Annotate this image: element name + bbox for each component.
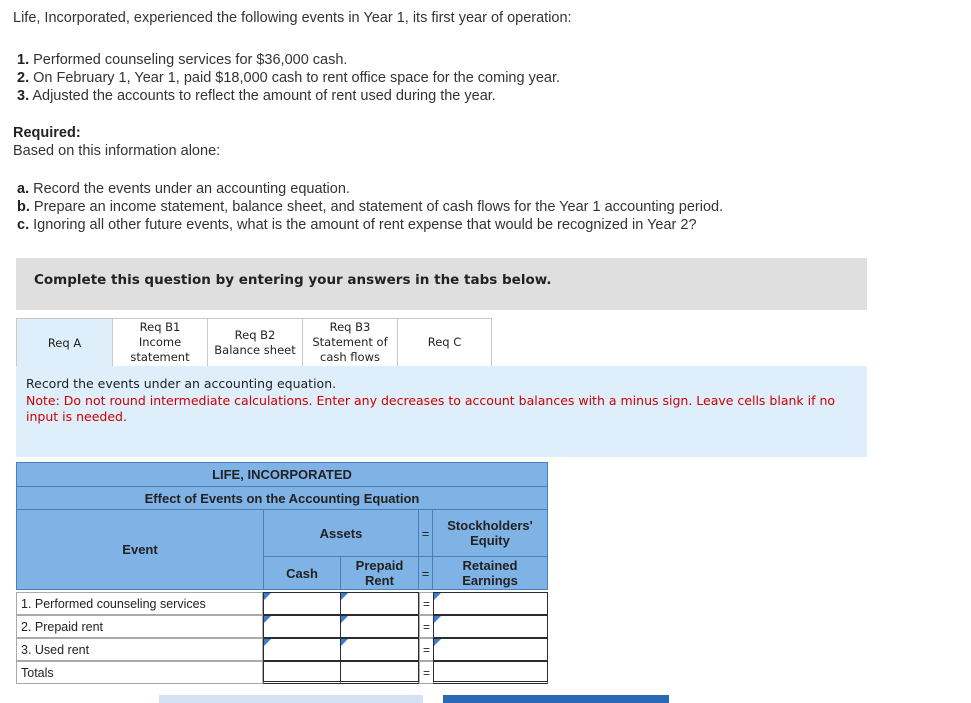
prepaid-rent-input-row-1[interactable] xyxy=(340,592,419,615)
required-label: Required: xyxy=(13,125,81,141)
equals-header: = xyxy=(418,509,433,557)
banner-text: Complete this question by entering your answers in the tabs below. xyxy=(34,272,552,288)
tab-req-b2[interactable]: Req B2 Balance sheet xyxy=(207,318,303,367)
required-section xyxy=(13,124,220,160)
instruction-note: Note: Do not round intermediate calculations. Enter any decreases to account balances with a minus sign. Leave cells blank if no input is needed. xyxy=(26,393,836,424)
equals-subheader: = xyxy=(418,556,433,590)
required-text: Based on this information alone: xyxy=(13,143,221,159)
cash-total xyxy=(263,661,341,684)
cash-input-row-3[interactable] xyxy=(263,638,341,661)
equals-sign: = xyxy=(419,638,434,661)
table-row-label: 3. Used rent xyxy=(16,638,263,661)
part-b: b. Prepare an income statement, balance sheet, and statement of cash flows for the Year 1 accounting period. xyxy=(17,199,724,215)
event-item-2: 2. On February 1, Year 1, paid $18,000 cash to rent office space for the coming year. xyxy=(17,70,561,86)
part-c: c. Ignoring all other future events, what is the amount of rent expense that would be recognized in Year 2? xyxy=(17,217,697,233)
event-column-header: Event xyxy=(16,509,264,590)
cash-input-row-1[interactable] xyxy=(263,592,341,615)
prepaid-rent-input-row-3[interactable] xyxy=(340,638,419,661)
table-subtitle: Effect of Events on the Accounting Equation xyxy=(16,486,548,510)
totals-row-label: Totals xyxy=(16,661,263,684)
event-item-1: 1. Performed counseling services for $36,000 cash. xyxy=(17,52,348,68)
equals-sign: = xyxy=(419,661,434,684)
tab-req-b1[interactable]: Req B1 Income statement xyxy=(112,318,208,367)
cash-input-row-2[interactable] xyxy=(263,615,341,638)
tab-req-b3[interactable]: Req B3 Statement of cash flows xyxy=(302,318,398,367)
prepaid-rent-input-row-2[interactable] xyxy=(340,615,419,638)
next-tab-button[interactable] xyxy=(443,695,669,703)
tabs-banner xyxy=(16,258,867,310)
retained-earnings-input-row-3[interactable] xyxy=(433,638,548,661)
prepaid-rent-total xyxy=(340,661,419,684)
prepaid-rent-header: Prepaid Rent xyxy=(340,556,419,590)
assets-header: Assets xyxy=(263,509,419,557)
equals-sign: = xyxy=(419,592,434,615)
retained-earnings-input-row-1[interactable] xyxy=(433,592,548,615)
event-list xyxy=(17,51,560,105)
table-row-label: 1. Performed counseling services xyxy=(16,592,263,615)
table-row-label: 2. Prepaid rent xyxy=(16,615,263,638)
retained-earnings-input-row-2[interactable] xyxy=(433,615,548,638)
equals-sign: = xyxy=(419,615,434,638)
prev-tab-button[interactable] xyxy=(159,695,423,703)
problem-intro: Life, Incorporated, experienced the following events in Year 1, its first year of operation: xyxy=(13,10,572,26)
retained-earnings-header: Retained Earnings xyxy=(432,556,548,590)
tab-req-a[interactable]: Req A xyxy=(16,318,113,368)
instruction-text: Record the events under an accounting equation. xyxy=(26,376,337,391)
part-a: a. Record the events under an accounting equation. xyxy=(17,181,350,197)
stockholders-equity-header: Stockholders' Equity xyxy=(432,509,548,557)
instructions-panel xyxy=(16,366,867,457)
retained-earnings-total xyxy=(433,661,548,684)
tab-req-c[interactable]: Req C xyxy=(397,318,492,367)
event-item-3: 3. Adjusted the accounts to reflect the amount of rent used during the year. xyxy=(17,88,496,104)
cash-header: Cash xyxy=(263,556,341,590)
required-parts xyxy=(17,180,723,234)
company-header: LIFE, INCORPORATED xyxy=(16,462,548,487)
